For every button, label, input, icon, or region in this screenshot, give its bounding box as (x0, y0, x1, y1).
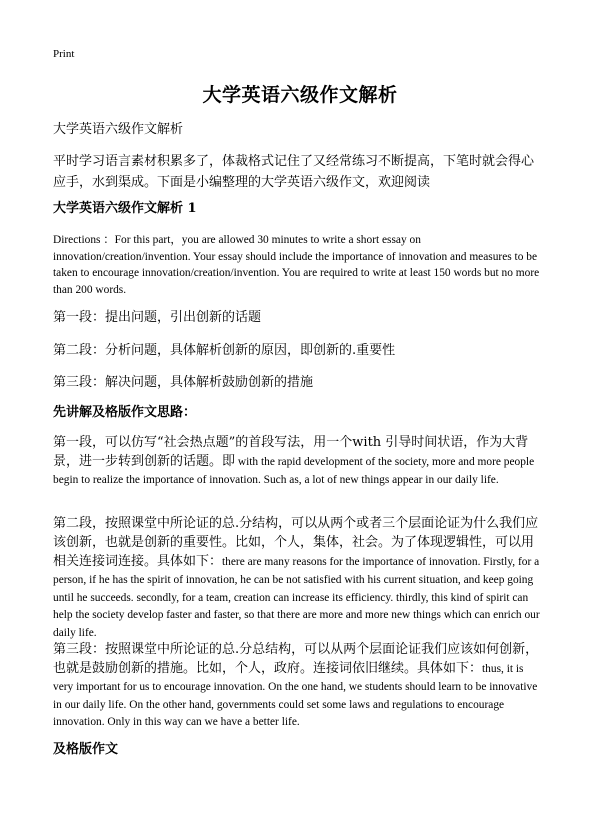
section-heading-1: 大学英语六级作文解析 1 (53, 201, 197, 216)
print-link[interactable]: Print (53, 48, 75, 60)
outline-para-2: 第二段：分析问题，具体解析创新的原因，即创新的.重要性 (53, 343, 396, 358)
subtitle: 大学英语六级作文解析 (53, 122, 184, 137)
section-heading-2: 先讲解及格版作文思路： (53, 405, 197, 420)
idea-2-english: there are many reasons for the importance of innovation. Firstly, for a person, if he has the spirit of innovation, he can be not satisfied with his current situation, and keep going until he succeeds. secondly, for a team, creation can increase its efficiency. thirdly, this kind of spirit can help the society develop faster and faster, so that there are more and more new things which can enrich our daily life. (53, 556, 540, 639)
intro-paragraph: 平时学习语言素材积累多了，体裁格式记住了又经常练习不断提高，下笔时就会得心应手，水到渠成。下面是小编整理的大学英语六级作文，欢迎阅读 (53, 154, 535, 190)
idea-2-chinese: 第二段，按照课堂中所论证的总.分结构，可以从两个或者三个层面论证为什么我们应该创新，也就是创新的重要性。比如，个人，集体，社会。为了体现逻辑性，可以用相关连接词连接。具体如下： (53, 516, 539, 569)
idea-1-english: with the rapid development of the society, more and more people begin to realize the importance of innovation. Such as, a lot of new things appear in our daily life. (53, 456, 535, 486)
outline-para-3: 第三段：解决问题，具体解析鼓励创新的措施 (53, 375, 314, 390)
idea-1-chinese: 第一段，可以仿写“社会热点题”的首段写法，用一个with 引导时间状语，作为大背景，进一步转到创新的话题。即 (53, 435, 529, 469)
idea-paragraph-3 (53, 640, 542, 731)
idea-3-english: thus, it is very important for us to encourage innovation. On the one hand, we students should learn to be innovative in our daily life. On the other hand, governments could set some laws and regulations to encourage innovation. Only in this way can we have a better life. (53, 663, 538, 728)
document-title: 大学英语六级作文解析 (202, 84, 398, 106)
section-heading-3: 及格版作文 (53, 742, 119, 757)
outline-para-1: 第一段：提出问题，引出创新的话题 (53, 310, 262, 325)
idea-paragraph-2 (53, 514, 542, 641)
idea-paragraph-1 (53, 433, 542, 489)
directions-paragraph: Directions ：For this part，you are allowed 30 minutes to write a short essay on innovation/creation/invention. Your essay should include the importance of innovation and measures to be taken to encourage innovation/creation/invention. You are required to write at least 150 words but no more than 200 words. (53, 234, 540, 296)
idea-3-chinese: 第三段：按照课堂中所论证的总.分总结构，可以从两个层面论证我们应该如何创新，也就是鼓励创新的措施。比如，个人，政府。连接词依旧继续。具体如下： (53, 642, 539, 676)
